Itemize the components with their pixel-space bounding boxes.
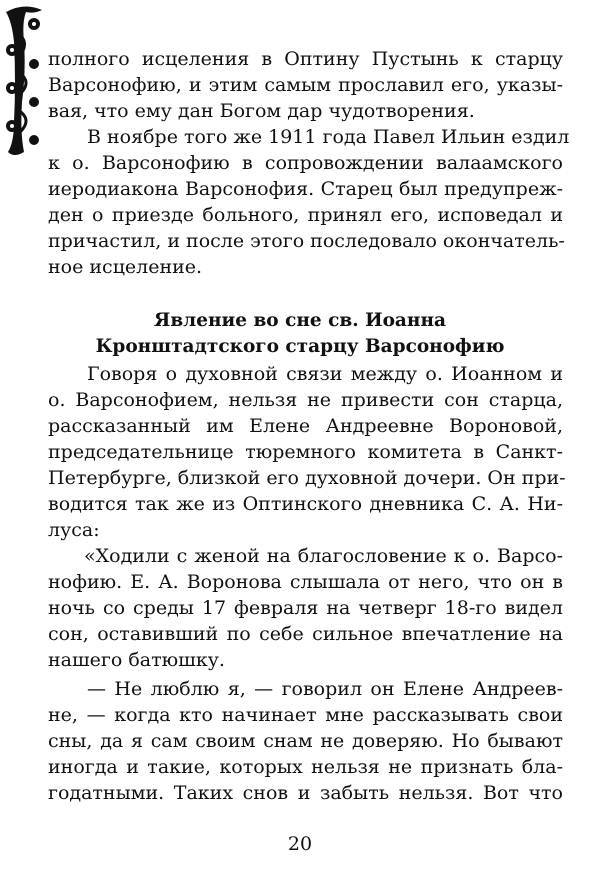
text-line: ден о приезде больного, принял его, исповедал и bbox=[48, 204, 563, 226]
text-line: луса: bbox=[48, 519, 100, 541]
text-line: сны, да я сам своим снам не доверяю. Но бывают bbox=[48, 730, 563, 752]
text-line: ночь со среды 17 февраля на четверг 18-го видел bbox=[48, 597, 563, 619]
section-heading: Явление во сне св. Иоанна bbox=[154, 310, 446, 331]
text-line: В ноябре того же 1911 года Павел Ильин ездил bbox=[87, 126, 570, 148]
text-line: — Не люблю я, — говорил он Елене Андреев- bbox=[87, 678, 563, 700]
text-line: сон, оставивший по себе сильное впечатление на bbox=[48, 623, 563, 645]
text-line: Варсонофию, и этим самым прославил его, указы- bbox=[48, 74, 563, 96]
text-line: «Ходили с женой на благословение к о. Варсо- bbox=[84, 545, 563, 567]
text-line: нашего батюшку. bbox=[48, 649, 225, 671]
text-line: рассказанный им Елене Андреевне Вороновой, bbox=[48, 415, 563, 437]
page-number: 20 bbox=[287, 833, 313, 855]
text-line: ное исцеление. bbox=[48, 256, 203, 278]
text-line: Говоря о духовной связи между о. Иоанном и bbox=[87, 363, 563, 385]
text-line: не, — когда кто начинает мне рассказывать свои bbox=[48, 704, 563, 726]
text-line: годатными. Таких снов и забыть нельзя. Вот что bbox=[48, 782, 563, 804]
text-line: иеродиакона Варсонофия. Старец был предупреж- bbox=[48, 178, 563, 200]
text-line: причастил, и после этого последовало окончатель- bbox=[48, 230, 565, 252]
drop-cap-ornament-icon bbox=[4, 2, 44, 160]
text-line: иногда и такие, которых нельзя не признать бла- bbox=[48, 756, 563, 778]
section-heading: Кронштадтского старцу Варсонофию bbox=[95, 336, 505, 357]
text-line: о. Варсонофием, нельзя не привести сон старца, bbox=[48, 389, 563, 411]
text-line: вая, что ему дан Богом дар чудотворения. bbox=[48, 100, 475, 122]
text-line: водится так же из Оптинского дневника С. А. Ни- bbox=[48, 493, 563, 515]
text-line: Петербурге, близкой его духовной дочери. Он при- bbox=[48, 467, 566, 489]
text-line: полного исцеления в Оптину Пустынь к старцу bbox=[48, 48, 563, 70]
text-line: к о. Варсонофию в сопровождении валаамского bbox=[48, 152, 563, 174]
text-line: нофию. Е. А. Воронова слышала от него, что он в bbox=[48, 571, 563, 593]
text-line: председательнице тюремного комитета в Санкт- bbox=[48, 441, 563, 463]
